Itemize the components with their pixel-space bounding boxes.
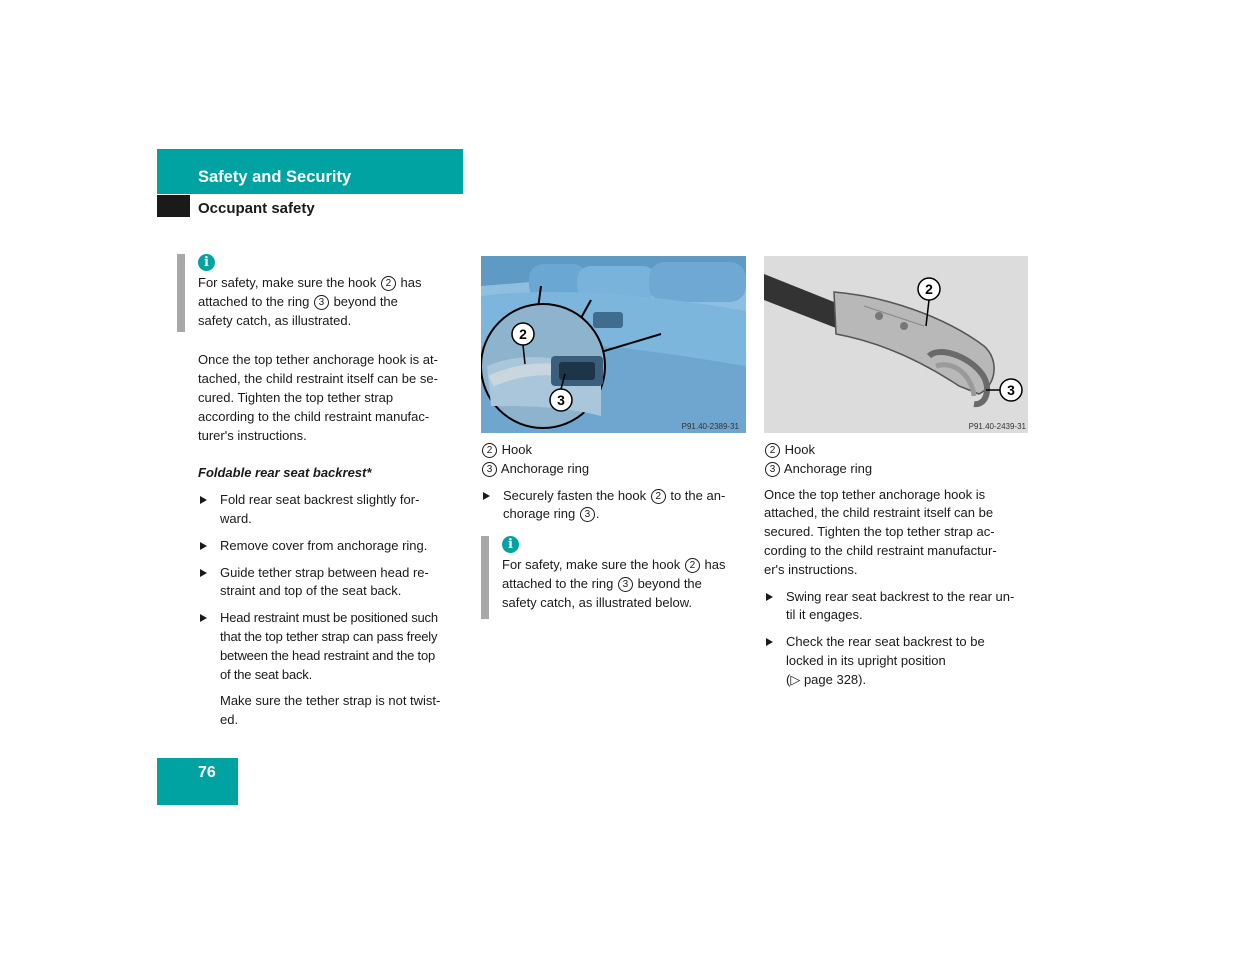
illustration-hook-ring (764, 256, 1028, 433)
info-icon: i (502, 536, 519, 553)
callout-3: 3 (1007, 382, 1015, 398)
column-middle (481, 441, 749, 619)
hook-ring-drawing (764, 256, 1028, 433)
instruction-step: Swing rear seat backrest to the rear un- til it engages. (764, 588, 1034, 626)
subsection-marker (157, 195, 190, 217)
instruction-step: Check the rear seat backrest to be locked in its upright position (▷ page 328). (764, 633, 1034, 689)
callout-hook-ref: 2 (381, 276, 396, 291)
legend-item: 2 Hook (481, 441, 749, 460)
image-code: P91.40-2389-31 (681, 422, 739, 431)
seat-anchorage-drawing (481, 256, 746, 433)
illustration-seat-anchorage (481, 256, 746, 433)
paragraph-attach: Once the top tether anchorage hook is attached, the child restraint itself can be secured. Tighten the top tether strap ac- cording to the child restraint manufactur- er's instructions. (764, 486, 997, 577)
callout-3: 3 (557, 392, 565, 408)
legend-item: 3 Anchorage ring (764, 460, 1034, 479)
instruction-step: Remove cover from anchorage ring. (198, 537, 466, 556)
subsection-title: Occupant safety (198, 200, 315, 217)
info-note: i For safety, make sure the hook 2 has attached to the ring 3 beyond the safety catch, as illustrated below. (481, 536, 749, 618)
section-title: Safety and Security (198, 168, 352, 186)
page-number: 76 (198, 764, 216, 781)
info-bar (177, 254, 185, 332)
column-right (764, 441, 1034, 690)
column-left (198, 254, 466, 730)
image-code: P91.40-2439-31 (968, 422, 1026, 431)
subheading-foldable-backrest: Foldable rear seat backrest* (198, 465, 372, 481)
legend-item: 3 Anchorage ring (481, 460, 749, 479)
callout-ring-ref: 3 (314, 295, 329, 310)
note-not-twisted: Make sure the tether strap is not twist- ed. (220, 693, 441, 728)
instruction-step: Guide tether strap between head re- straint and top of the seat back. (198, 564, 466, 602)
page-reference-link[interactable]: (▷ page 328). (786, 671, 867, 687)
instruction-step: Securely fasten the hook 2 to the an- chorage ring 3 . (481, 487, 749, 525)
info-icon: i (198, 254, 215, 271)
info-note: i For safety, make sure the hook 2 has attached to the ring 3 beyond the safety catch, as illustrated. (177, 254, 466, 332)
paragraph-attach: Once the top tether anchorage hook is at- tached, the child restraint itself can be se- cured. Tighten the top tether strap according to the child restraint manufac- turer's instructions. (198, 352, 438, 443)
callout-2: 2 (925, 281, 933, 297)
callout-2: 2 (519, 326, 527, 342)
info-bar (481, 536, 489, 618)
legend-item: 2 Hook (764, 441, 1034, 460)
instruction-step: Fold rear seat backrest slightly for- ward. (198, 491, 466, 529)
instruction-step: Head restraint must be positioned such that the top tether strap can pass freely between the head restraint and the top of the seat back. (198, 609, 466, 684)
